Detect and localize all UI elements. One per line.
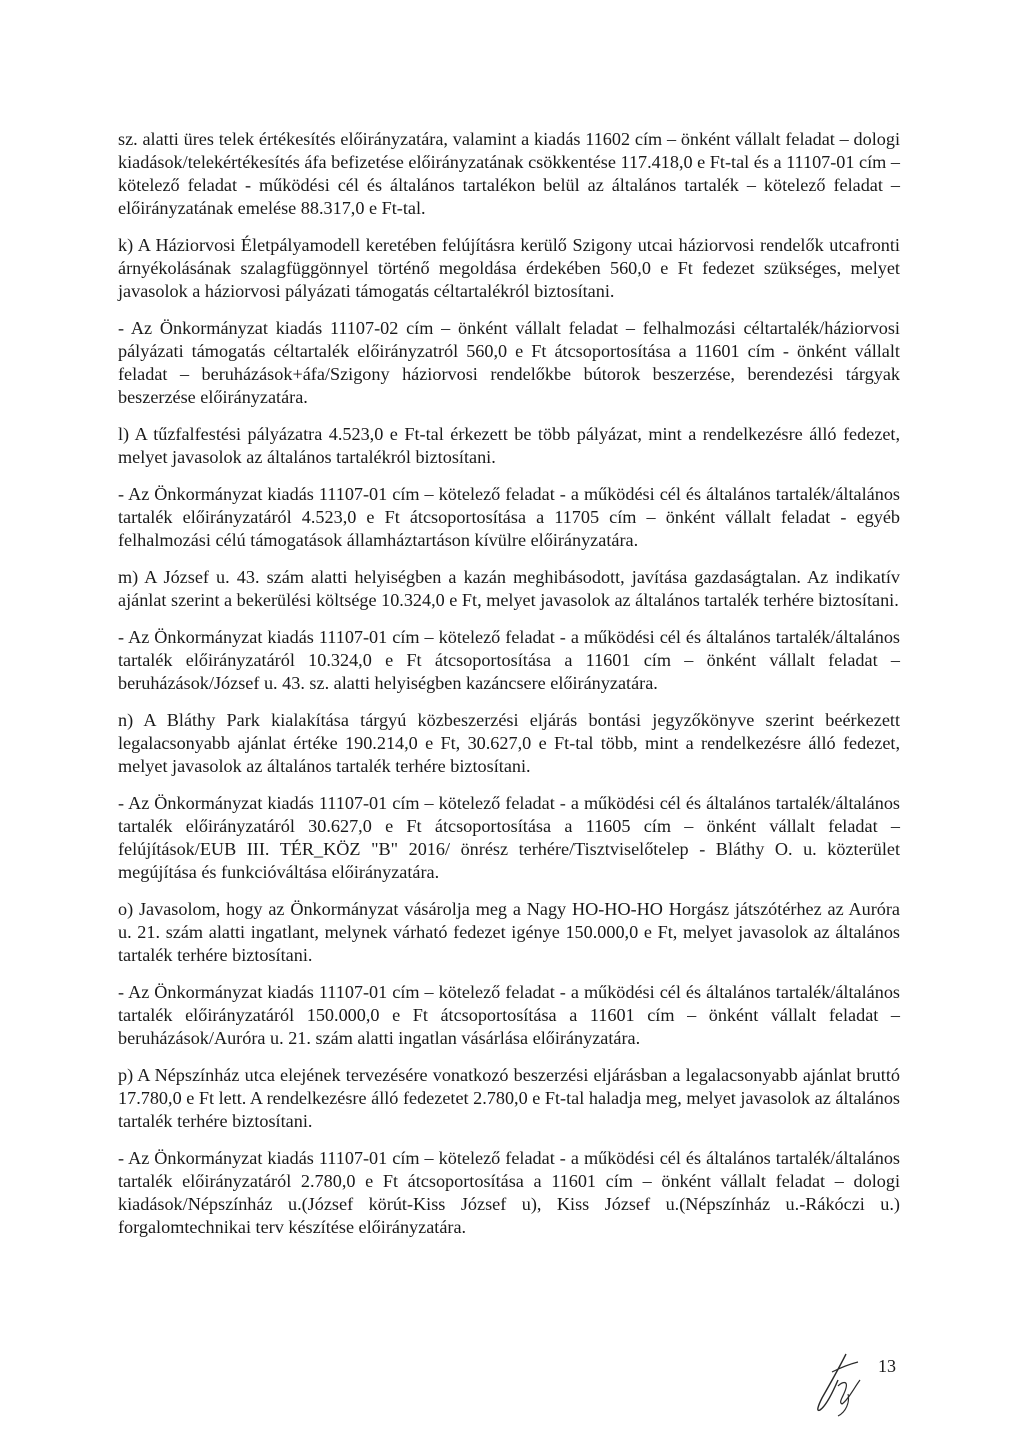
paragraph-k-transfer: - Az Önkormányzat kiadás 11107-02 cím – önként vállalt feladat – felhalmozási céltartalék/háziorvosi pályázati támogatás céltartalék előirányzatról 560,0 e Ft átcsoportosítása a 11601 cím - önként vállalt feladat – beruházások+áfa/Szigony háziorvosi rendelőkbe bútorok beszerzése, berendezési tárgyak beszerzése előirányzatára. bbox=[118, 318, 900, 407]
paragraph-k: k) A Háziorvosi Életpályamodell keretében felújításra kerülő Szigony utcai háziorvosi rendelők utcafronti árnyékolásának szalagfüggönnyel történő megoldása érdekében 560,0 e Ft fedezet szükséges, melyet javasolok a háziorvosi pályázati támogatás céltartalékról biztosítani. bbox=[118, 235, 900, 301]
paragraph-o-transfer: - Az Önkormányzat kiadás 11107-01 cím – kötelező feladat - a működési cél és általános tartalék/általános tartalék előirányzatáról 150.000,0 e Ft átcsoportosítása a 11601 cím – önként vállalt feladat – beruházások/Auróra u. 21. szám alatti ingatlan vásárlása előirányzatára. bbox=[118, 982, 900, 1048]
paragraph-l-transfer: - Az Önkormányzat kiadás 11107-01 cím – kötelező feladat - a működési cél és általános tartalék/általános tartalék előirányzatáról 4.523,0 e Ft átcsoportosítása a 11705 cím – önként vállalt feladat - egyéb felhalmozási célú támogatások államháztartáson kívülre előirányzatára. bbox=[118, 484, 900, 550]
page-number: 13 bbox=[878, 1356, 896, 1376]
paragraph-p-transfer: - Az Önkormányzat kiadás 11107-01 cím – kötelező feladat - a működési cél és általános tartalék/általános tartalék előirányzatáról 2.780,0 e Ft átcsoportosítása a 11601 cím – önként vállalt feladat – dologi kiadások/Népszínház u.(József körút-Kiss József u), Kiss József u.(Népszínház u.-Rákóczi u.) forgalomtechnikai terv készítése előirányzatára. bbox=[118, 1148, 900, 1237]
signature-initials-icon bbox=[808, 1350, 868, 1420]
paragraph-intro: sz. alatti üres telek értékesítés előirányzatára, valamint a kiadás 11602 cím – önként vállalt feladat – dologi kiadások/telekértékesítés áfa befizetése előirányzatának csökkentése 117.418,0 e Ft-tal és a 11107-01 cím – kötelező feladat - működési cél és általános tartalékon belül az általános tartalék – kötelező feladat – előirányzatának emelése 88.317,0 e Ft-tal. bbox=[118, 129, 900, 218]
paragraph-p: p) A Népszínház utca elejének tervezésére vonatkozó beszerzési eljárásban a legalacsonyabb ajánlat bruttó 17.780,0 e Ft lett. A rendelkezésre álló fedezetet 2.780,0 e Ft-tal haladja meg, melyet javasolok az általános tartalék terhére biztosítani. bbox=[118, 1065, 900, 1131]
document-body bbox=[118, 128, 900, 1253]
paragraph-m: m) A József u. 43. szám alatti helyiségben a kazán meghibásodott, javítása gazdaságtalan. Az indikatív ajánlat szerint a bekerülési költsége 10.324,0 e Ft, melyet javasolok az általános tartalék terhére biztosítani. bbox=[118, 567, 900, 610]
paragraph-n: n) A Bláthy Park kialakítása tárgyú közbeszerzési eljárás bontási jegyzőkönyve szerint beérkezett legalacsonyabb ajánlat értéke 190.214,0 e Ft, 30.627,0 e Ft-tal több, mint a rendelkezésre álló fedezet, melyet javasolok az általános tartalék terhére biztosítani. bbox=[118, 710, 900, 776]
paragraph-m-transfer: - Az Önkormányzat kiadás 11107-01 cím – kötelező feladat - a működési cél és általános tartalék/általános tartalék előirányzatáról 10.324,0 e Ft átcsoportosítása a 11601 cím – önként vállalt feladat – beruházások/József u. 43. sz. alatti helyiségben kazáncsere előirányzatára. bbox=[118, 627, 900, 693]
paragraph-o: o) Javasolom, hogy az Önkormányzat vásárolja meg a Nagy HO-HO-HO Horgász játszótérhez az Auróra u. 21. szám alatti ingatlant, melynek várható fedezet igénye 150.000,0 e Ft, melyet javasolok az általános tartalék terhére biztosítani. bbox=[118, 899, 900, 965]
paragraph-n-transfer: - Az Önkormányzat kiadás 11107-01 cím – kötelező feladat - a működési cél és általános tartalék/általános tartalék előirányzatáról 30.627,0 e Ft átcsoportosítása a 11605 cím – önként vállalt feladat – felújítások/EUB III. TÉR_KÖZ "B" 2016/ önrész terhére/Tisztviselőtelep - Bláthy O. u. közterület megújítása és funkcióváltása előirányzatára. bbox=[118, 793, 900, 882]
paragraph-l: l) A tűzfalfestési pályázatra 4.523,0 e Ft-tal érkezett be több pályázat, mint a rendelkezésre álló fedezet, melyet javasolok az általános tartalékról biztosítani. bbox=[118, 424, 900, 467]
